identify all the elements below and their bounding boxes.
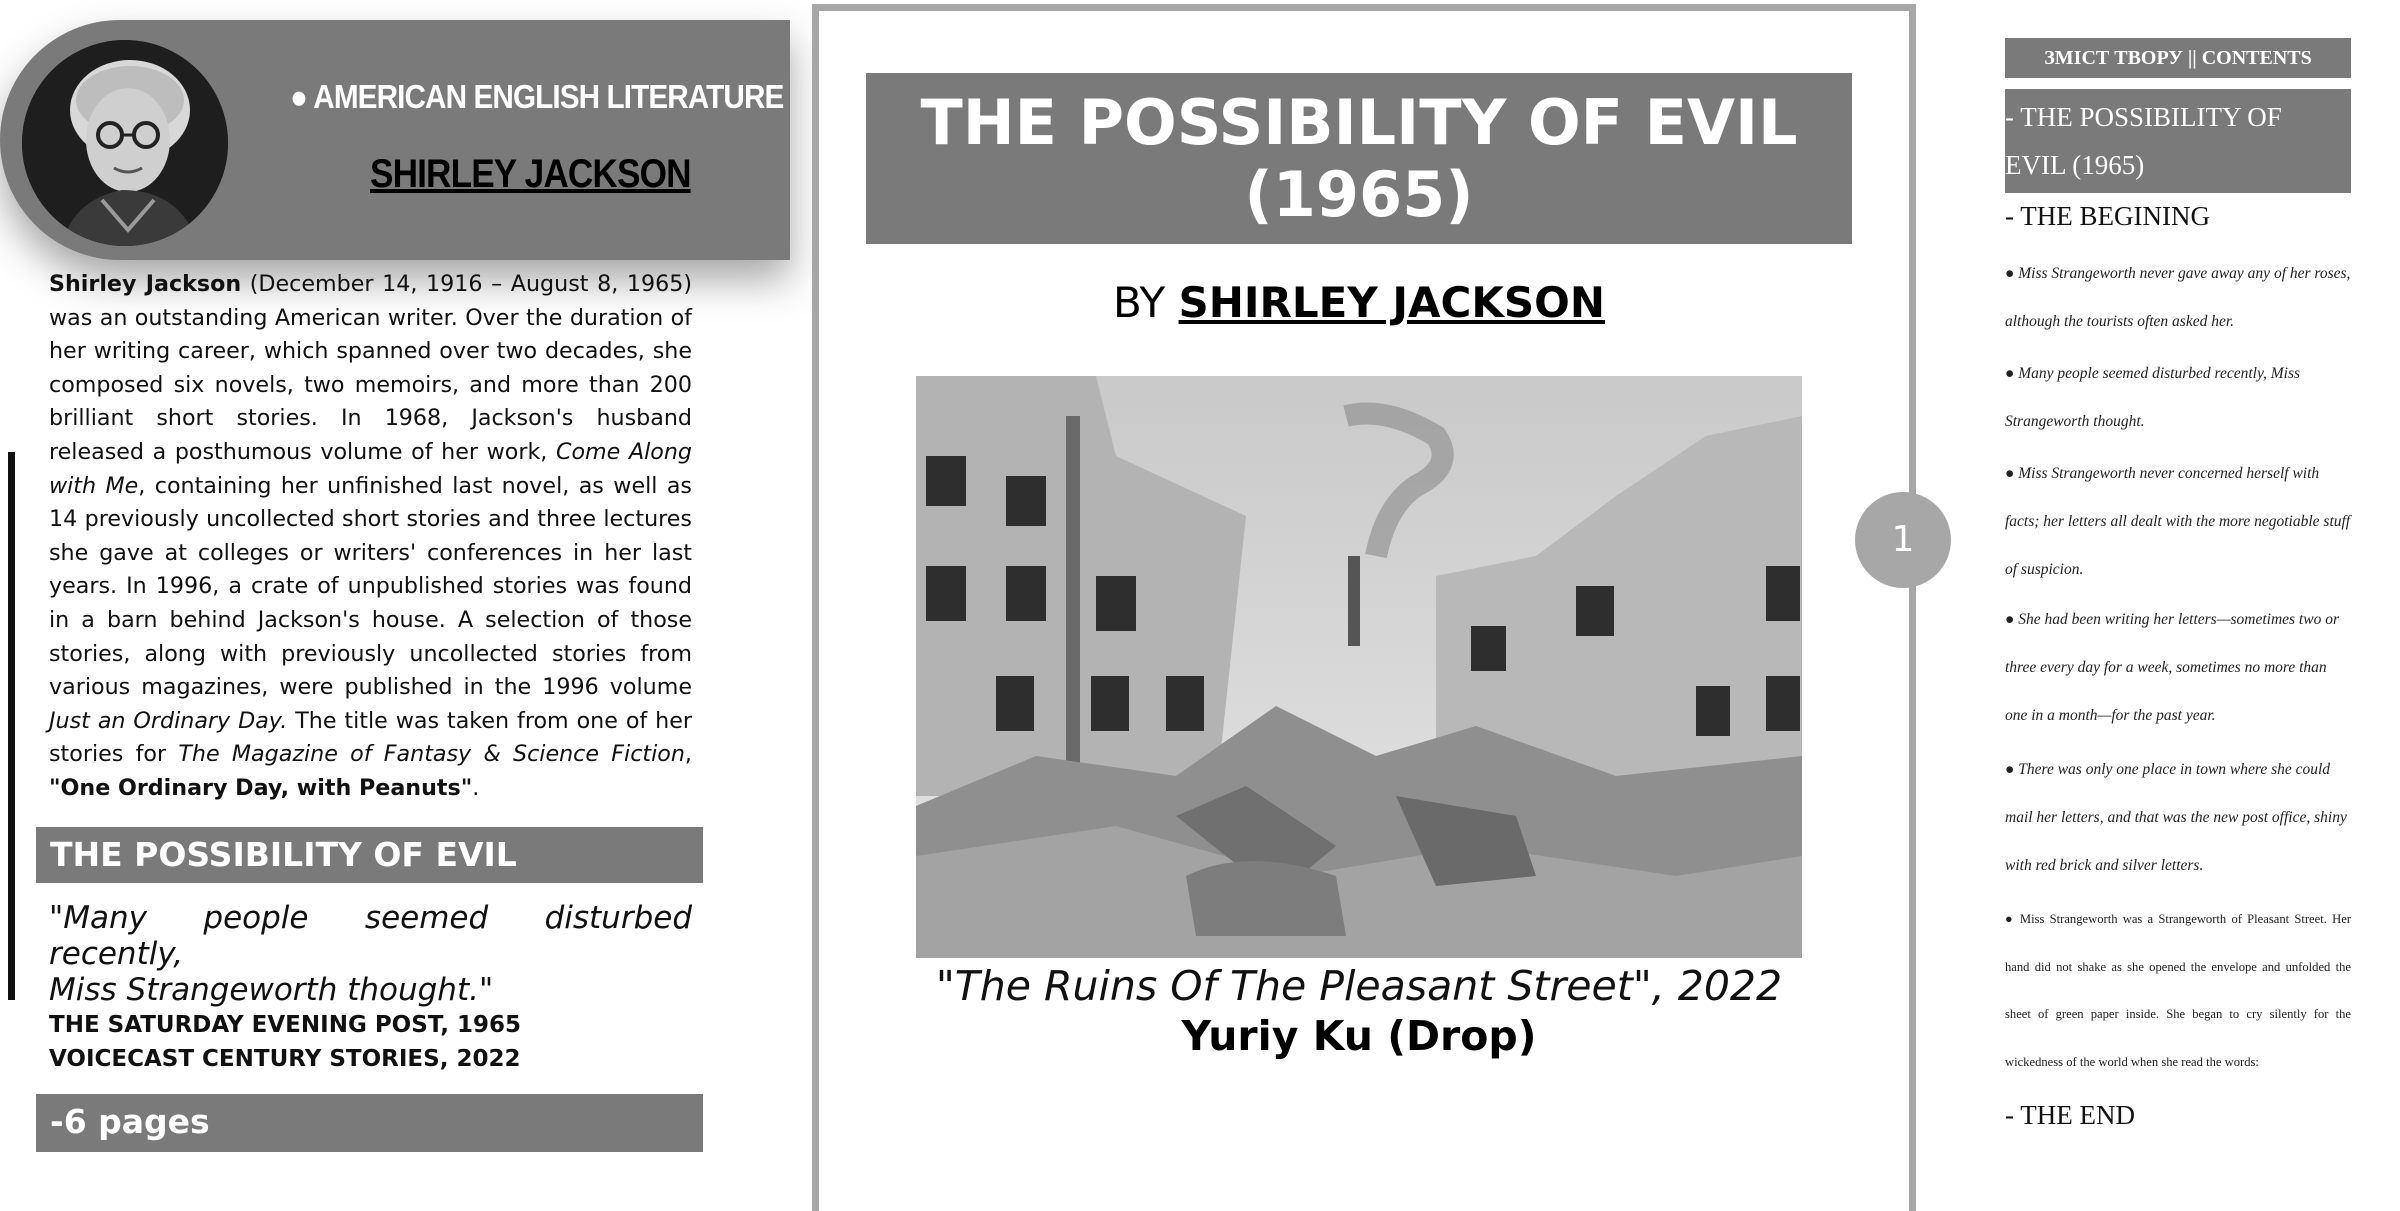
author-header <box>0 20 790 260</box>
illustration-ruins <box>916 376 1802 958</box>
byline <box>866 278 1852 327</box>
author-biography <box>49 268 692 806</box>
byline-prefix: BY <box>1113 278 1179 327</box>
toc-section-begining[interactable]: - THE BEGINING <box>2005 201 2210 231</box>
toc-item-5[interactable]: ● There was only one place in town where she could mail her letters, and that was the new post office, shiny with red brick and silver letters. <box>2005 761 2347 874</box>
category-label: ● AMERICAN ENGLISH LITERATURE <box>290 78 784 115</box>
bio-text-1: (December 14, 1916 – August 8, 1965) was an outstanding American writer. Over the duration of her writing career, which spanned over two decades, she composed six novels, two memoirs, and more than 200 brilliant short stories. In 1968, Jackson's husband released a posthumous volume of her work, <box>49 271 692 465</box>
story-quote <box>49 900 692 1008</box>
page-number-badge[interactable]: 1 <box>1855 492 1951 588</box>
publication-line-1: THE SATURDAY EVENING POST, 1965 <box>49 1012 521 1038</box>
byline-author-link[interactable]: SHIRLEY JACKSON <box>1178 278 1605 327</box>
bio-story-title: "One Ordinary Day, with Peanuts" <box>49 774 473 801</box>
story-title-band: THE POSSIBILITY OF EVIL <box>36 827 703 883</box>
toc-header: ЗМІСТ ТВОРУ || CONTENTS <box>2005 38 2351 78</box>
toc-item-6[interactable]: ● Miss Strangeworth was a Strangeworth of Pleasant Street. Her hand did not shake as she opened the envelope and unfolded the sheet of green paper inside. She began to cry silently for the wickedness of the world when she read the words: <box>2005 912 2351 1069</box>
quote-line-2: Miss Strangeworth thought." <box>49 972 494 1008</box>
toc-current-story[interactable] <box>2005 89 2351 193</box>
toc-current-line-2: EVIL (1965) <box>2005 150 2145 180</box>
toc-item-2[interactable]: ● Many people seemed disturbed recently, Miss Strangeworth thought. <box>2005 365 2301 430</box>
publication-line-2: VOICECAST CENTURY STORIES, 2022 <box>49 1046 521 1072</box>
story-title-line-2: (1965) <box>1244 158 1474 231</box>
bio-text-4: , <box>684 741 692 768</box>
bio-text-3: The title was taken from one of her stories for <box>49 707 693 768</box>
story-title-line-1: THE POSSIBILITY OF EVIL <box>920 86 1798 159</box>
author-name-link[interactable]: SHIRLEY JACKSON <box>370 152 691 196</box>
author-portrait-image <box>22 40 228 246</box>
bio-author-name: Shirley Jackson <box>49 271 242 297</box>
bio-text-2: , containing her unfinished last novel, as well as 14 previously uncollected short stories and three lectures she gave at colleges or writers' conferences in her last years. In 1996, a crate of unpublished stories was found in a barn behind Jackson's house. A selection of those stories, along with previously uncollected stories from various magazines, were published in the 1996 volume <box>49 472 692 701</box>
toc-item-3[interactable]: ● Miss Strangeworth never concerned herself with facts; her letters all dealt with the more negotiable stuff of suspicion. <box>2005 465 2351 578</box>
pages-count-band: -6 pages <box>36 1094 703 1152</box>
toc-item-1[interactable]: ● Miss Strangeworth never gave away any of her roses, although the tourists often asked her. <box>2005 265 2351 330</box>
bio-book-come-along: Come Along with Me <box>49 438 693 499</box>
illustration-caption-title: "The Ruins Of The Pleasant Street", 2022 <box>935 962 1783 1010</box>
toc-item-4[interactable]: ● She had been writing her letters—sometimes two or three every day for a week, sometimes no more than one in a month—for the past year. <box>2005 611 2339 724</box>
quote-accent-bar <box>8 452 15 1000</box>
ruins-illustration <box>916 376 1802 958</box>
bio-text-5: . <box>472 774 480 801</box>
bio-book-ordinary-day: Just an Ordinary Day. <box>49 707 288 734</box>
quote-line-1: "Many people seemed disturbed recently, <box>49 900 692 972</box>
illustration-caption-artist: Yuriy Ku (Drop) <box>1181 1012 1537 1060</box>
bio-magazine: The Magazine of Fantasy & Science Fiction <box>178 741 685 768</box>
publication-info <box>49 1008 521 1076</box>
toc-current-line-1: - THE POSSIBILITY OF <box>2005 102 2282 132</box>
author-portrait <box>22 40 228 246</box>
story-title-banner <box>866 73 1852 244</box>
toc-section-end[interactable]: - THE END <box>2005 1100 2135 1130</box>
